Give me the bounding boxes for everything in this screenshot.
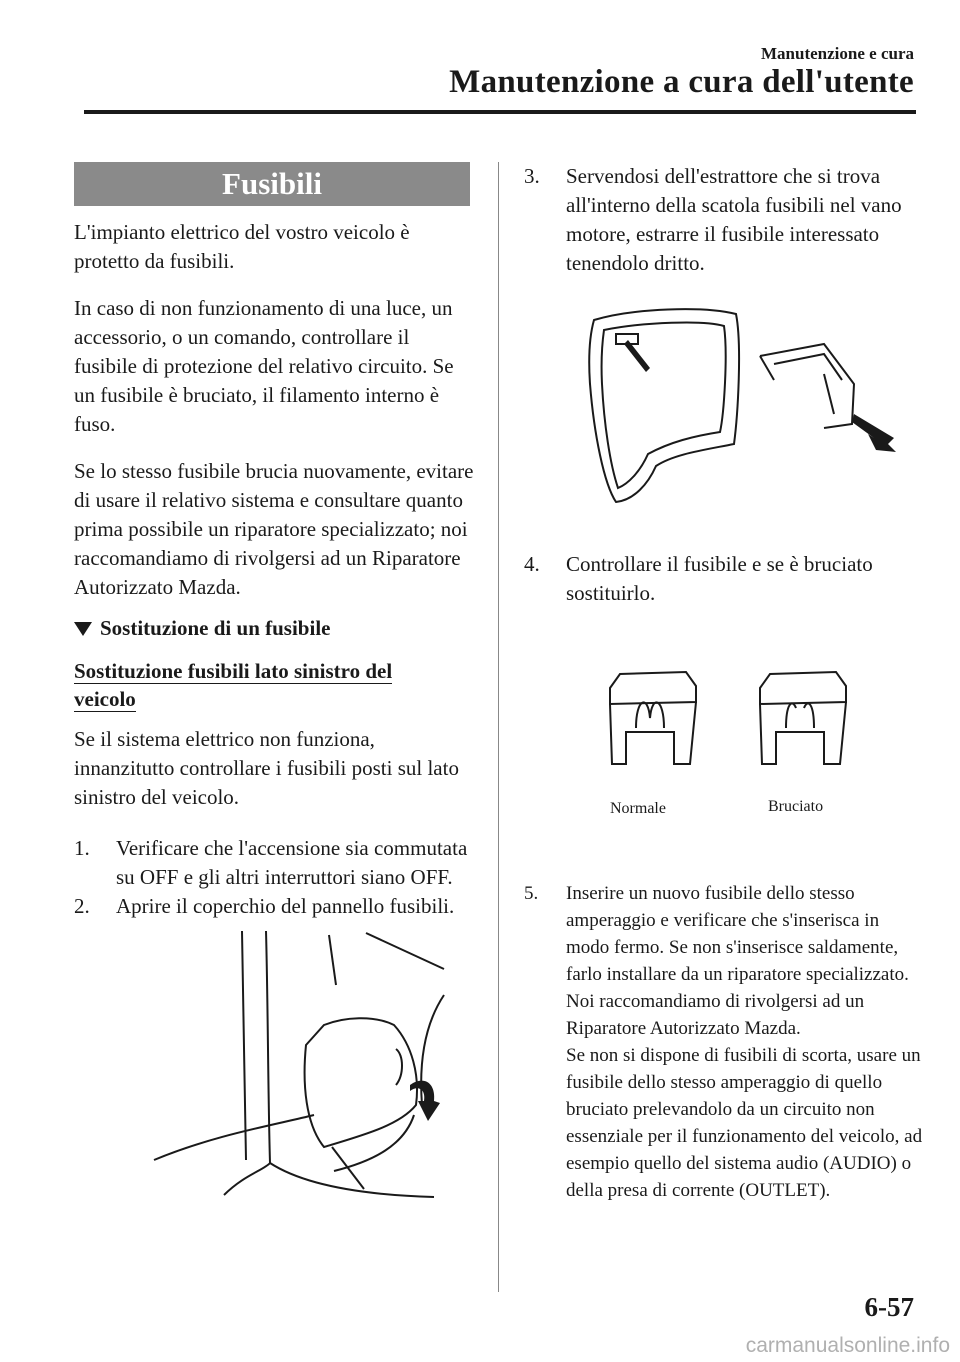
- step-5-note: Se non si dispone di fusibili di scorta, usare un fusibile dello stesso amperaggio di quello bruciato prelevandolo da un circuito non essenziale per il funzionamento del veicolo, ad esempio quello del sistema audio (AUDIO) o della presa di corrente (OUTLET).: [566, 1045, 923, 1201]
- step-5-text: Inserire un nuovo fusibile dello stesso amperaggio e verificare che s'inserisca in modo fermo. Se non s'inserisce saldamente, farlo installare da un riparatore specializzato. Noi raccomandiamo di rivolgersi ad un Riparatore Autorizzato Mazda.: [566, 883, 909, 1039]
- step-5: [524, 880, 924, 1204]
- fuse-blown-label: Bruciato: [768, 798, 824, 815]
- step-number: 2.: [74, 894, 90, 918]
- step-2: [74, 892, 474, 921]
- step-text: Controllare il fusibile e se è bruciato sostituirlo.: [566, 552, 873, 605]
- paragraph-warning: Se lo stesso fusibile brucia nuovamente, evitare di usare il relativo sistema e consultare quanto prima possibile un riparatore specializzato; noi raccomandiamo di rivolgersi ad un Riparatore Autorizzato Mazda.: [74, 459, 474, 599]
- page-number: 6-57: [864, 1292, 914, 1322]
- step-4: [524, 550, 924, 608]
- fuse-blown-illustration: [754, 668, 854, 778]
- fuse-comparison: [524, 668, 924, 828]
- subheading-text: Sostituzione di un fusibile: [100, 616, 331, 640]
- right-column: [524, 162, 924, 1204]
- fuse-extractor-illustration: [524, 304, 924, 514]
- fuse-normal-illustration: [604, 668, 704, 778]
- watermark: carmanualsonline.info: [745, 1334, 950, 1357]
- step-number: 3.: [524, 164, 540, 188]
- section-label: Manutenzione e cura: [761, 44, 914, 63]
- subheading: [74, 616, 474, 641]
- step-3: [524, 162, 924, 278]
- step-text: [566, 880, 924, 1204]
- section-title: Fusibili: [74, 162, 470, 206]
- step-number: 1.: [74, 836, 90, 860]
- triangle-bullet-icon: [74, 622, 92, 636]
- step-text: Servendosi dell'estrattore che si trova all'interno della scatola fusibili nel vano motore, estrarre il fusibile interessato tenendolo dritto.: [566, 164, 902, 275]
- step-text: Verificare che l'accensione sia commutata su OFF e gli altri interruttori siano OFF.: [116, 836, 468, 889]
- steps-left: [74, 834, 474, 921]
- header-rule: [84, 110, 916, 114]
- step-text: Aprire il coperchio del pannello fusibili.: [116, 894, 455, 918]
- step-number: 4.: [524, 552, 540, 576]
- step-number: 5.: [524, 883, 539, 904]
- paragraph-intro: L'impianto elettrico del vostro veicolo è protetto da fusibili.: [74, 220, 410, 273]
- page-title: Manutenzione a cura dell'utente: [449, 64, 914, 100]
- paragraph-check: In caso di non funzionamento di una luce, un accessorio, o un comando, controllare il fusibile di protezione del relativo circuito. Se un fusibile è bruciato, il filamento interno è fuso.: [74, 296, 454, 436]
- fuse-normal-label: Normale: [610, 800, 666, 817]
- column-divider: [498, 162, 499, 1292]
- paragraph-left-side: Se il sistema elettrico non funziona, innanzitutto controllare i fusibili posti sul lato sinistro del veicolo.: [74, 727, 459, 809]
- fuse-panel-cover-illustration: [74, 925, 474, 1205]
- left-column: [74, 162, 474, 1205]
- underlined-heading: [74, 657, 424, 713]
- step-1: [74, 834, 474, 892]
- underlined-heading-text: Sostituzione fusibili lato sinistro del veicolo: [74, 659, 393, 711]
